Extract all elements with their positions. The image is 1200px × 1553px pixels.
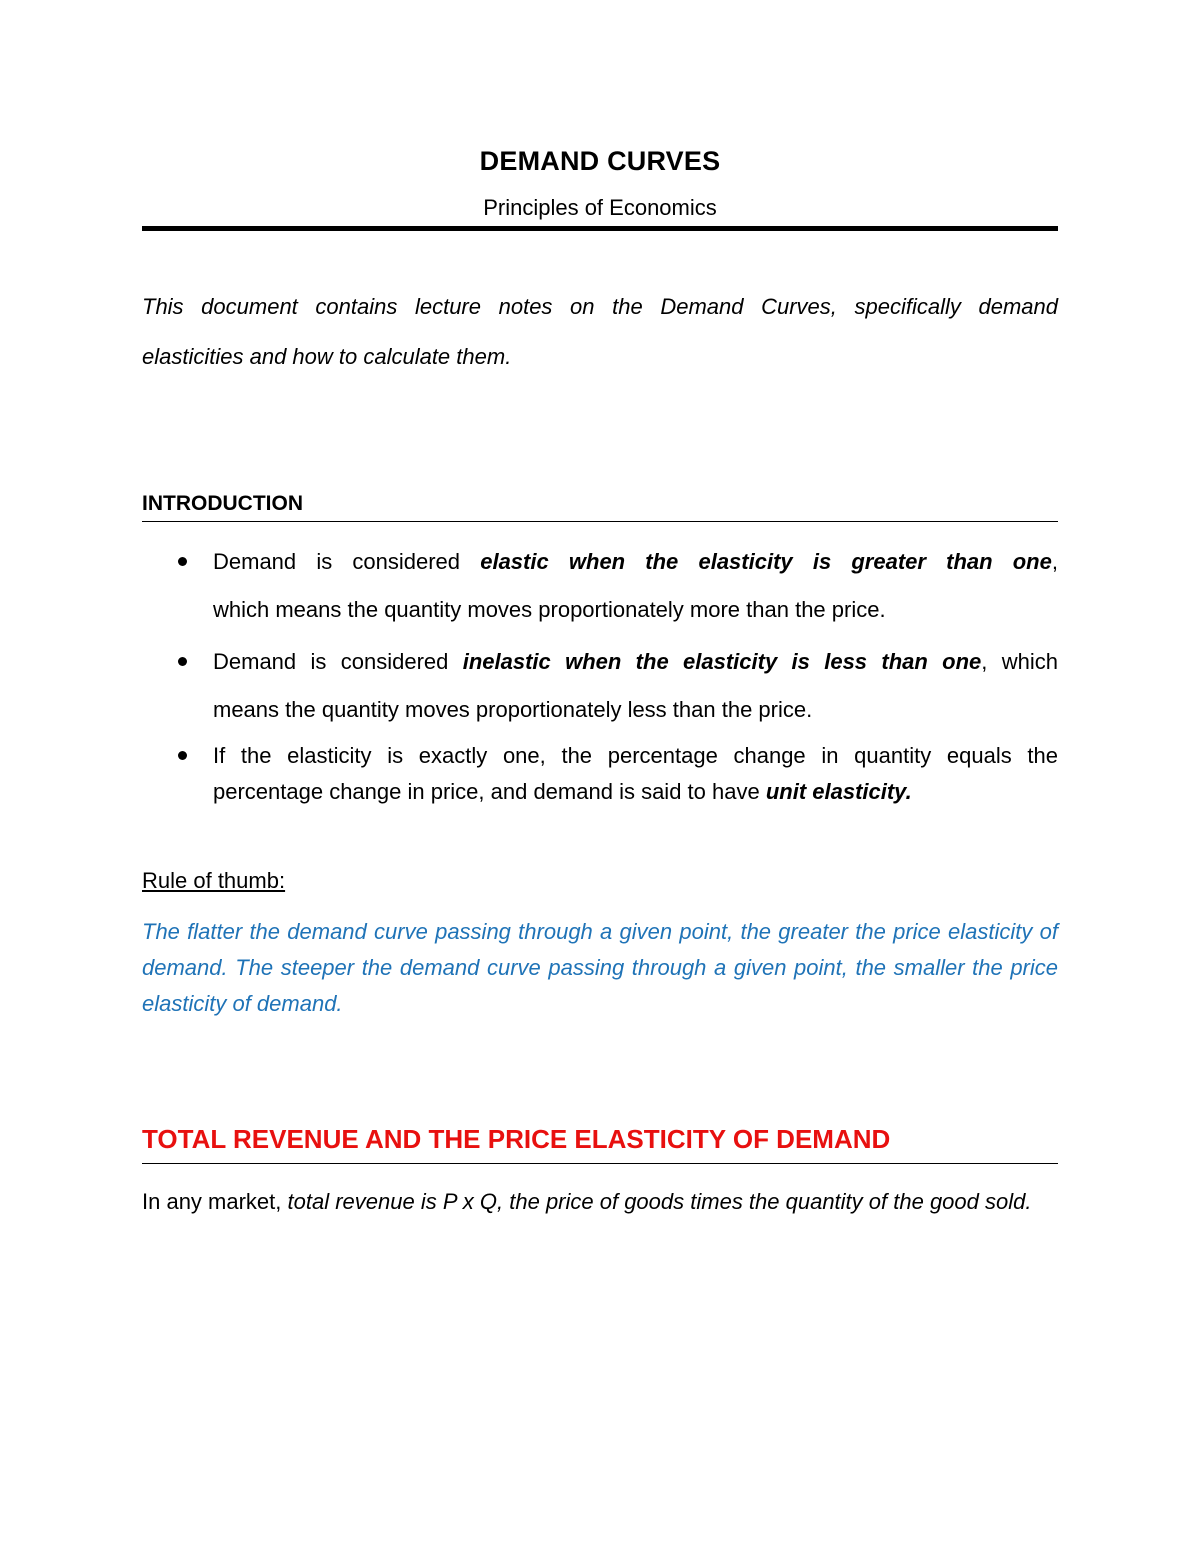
document-title: DEMAND CURVES: [479, 146, 721, 176]
rule-of-thumb-text: The flatter the demand curve passing through a given point, the greater the price elasticity of demand. The steeper the demand curve passing through a given point, the smaller the price elasticity of demand.: [142, 919, 1058, 1016]
bullet-elastic-line-2: which means the quantity moves proportionately more than the price.: [213, 597, 886, 622]
introduction-divider: [142, 521, 1058, 522]
bullet-text: If the elasticity is exactly one, the percentage change in quantity equals the percentage change in price, and demand is said to have: [213, 743, 1058, 804]
bullet-elastic: [142, 538, 1058, 634]
introduction-bullet-list: [142, 538, 1058, 810]
paragraph-emphasis: total revenue is P x Q, the price of goods times the quantity of the good sold.: [287, 1189, 1032, 1214]
bullet-inelastic: [142, 638, 1058, 734]
bullet-text: Demand is considered: [213, 549, 481, 574]
total-revenue-divider: [142, 1163, 1058, 1164]
bullet-inelastic-line-2: means the quantity moves proportionately less than the price.: [213, 697, 813, 722]
title-divider: [142, 226, 1058, 231]
bullet-text: Demand is considered: [213, 649, 463, 674]
total-revenue-heading: TOTAL REVENUE AND THE PRICE ELASTICITY OF DEMAND: [142, 1124, 891, 1154]
bullet-text: , which: [981, 649, 1059, 674]
paragraph-text: In any market,: [142, 1189, 288, 1214]
intro-paragraph: [142, 282, 1058, 382]
bullet-dot-icon: [178, 557, 187, 566]
bullet-unit-elastic: [142, 738, 1058, 810]
bullet-dot-icon: [178, 657, 187, 666]
document-subtitle: Principles of Economics: [483, 195, 717, 220]
rule-of-thumb-label: Rule of thumb:: [142, 868, 286, 893]
bullet-emphasis: unit elasticity.: [765, 779, 912, 804]
bullet-elastic-line-1: [213, 538, 1058, 586]
bullet-emphasis: elastic when the elasticity is greater than one: [480, 549, 1052, 574]
bullet-text: ,: [1051, 549, 1058, 574]
bullet-emphasis: inelastic when the elasticity is less than one: [462, 649, 982, 674]
bullet-dot-icon: [178, 751, 187, 760]
bullet-inelastic-line-1: [213, 638, 1058, 686]
intro-line-1: This document contains lecture notes on the Demand Curves, specifically demand: [142, 294, 1058, 319]
total-revenue-paragraph: [142, 1184, 1058, 1220]
introduction-heading: INTRODUCTION: [142, 492, 303, 515]
intro-line-2: elasticities and how to calculate them.: [142, 344, 512, 369]
